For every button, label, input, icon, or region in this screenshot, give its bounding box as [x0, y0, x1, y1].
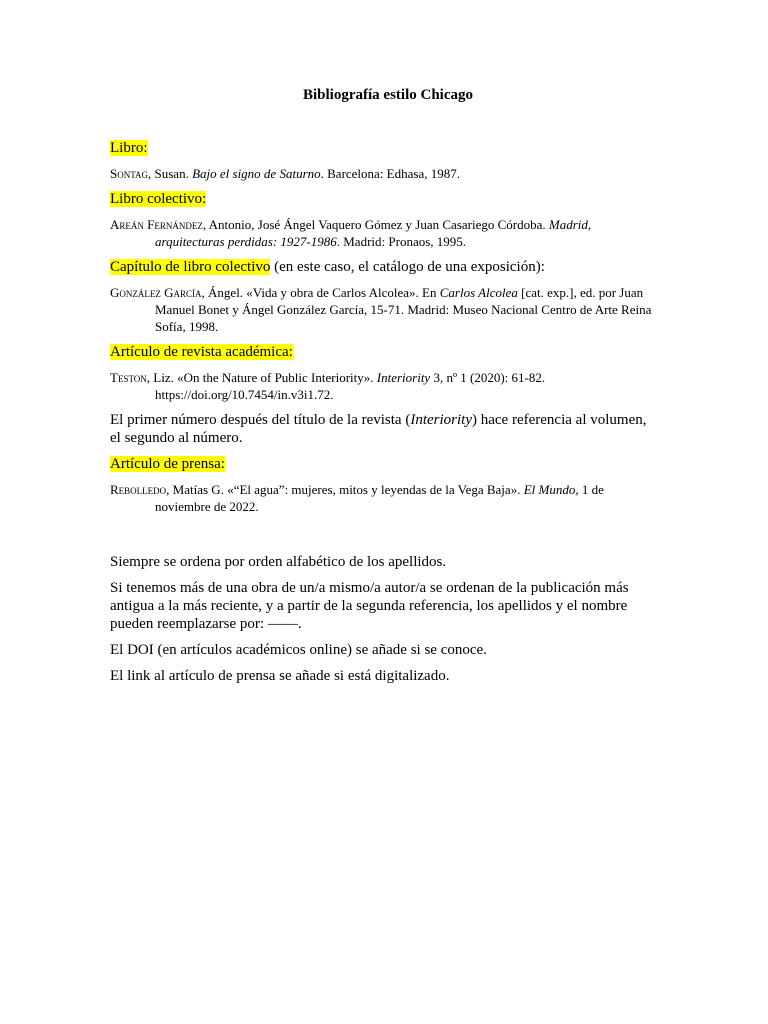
highlighted-heading: Capítulo de libro colectivo	[110, 259, 271, 275]
section-heading-libro	[110, 139, 660, 157]
note-paragraph: El DOI (en artículos académicos online) se añade si se conoce.	[110, 642, 487, 658]
entry-text: , Susan.	[148, 166, 193, 181]
work-title: El Mundo	[523, 482, 576, 497]
author-surname: Rebolledo	[110, 482, 167, 497]
highlighted-heading: Libro colectivo:	[110, 191, 207, 207]
document-page	[110, 86, 660, 693]
spacer	[110, 523, 660, 553]
volume-note: El primer número después del título de la revista (Interiority) hace referencia al volumen, el segundo al número.	[110, 412, 647, 446]
note-paragraph: Siempre se ordena por orden alfabético de los apellidos.	[110, 554, 447, 570]
bibliography-entry-articulo	[110, 369, 660, 403]
highlighted-heading: Artículo de revista académica:	[110, 344, 293, 360]
heading-note: (en este caso, el catálogo de una exposición):	[270, 259, 545, 275]
highlighted-heading: Artículo de prensa:	[110, 456, 225, 472]
entry-text: 3, nº 1 (2020): 61-82. https://doi.org/10.7454/in.v3i1.72.	[155, 370, 546, 402]
entry-text: , 1 de noviembre de 2022.	[155, 482, 604, 514]
entry-text: . Barcelona: Edhasa, 1987.	[320, 166, 460, 181]
entry-text: . Madrid: Pronaos, 1995.	[336, 234, 467, 249]
section-heading-libro-colectivo	[110, 190, 660, 208]
bibliography-entry-libro	[110, 165, 660, 182]
section-heading-capitulo	[110, 258, 660, 276]
author-surname: Areán Fernández	[110, 217, 203, 232]
entry-text: , Antonio, José Ángel Vaquero Gómez y Juan Casariego Córdoba.	[202, 217, 549, 232]
note-paragraph: El link al artículo de prensa se añade si está digitalizado.	[110, 668, 450, 684]
work-title: Interiority	[376, 370, 431, 385]
bibliography-entry-capitulo	[110, 284, 660, 335]
entry-text: , Ángel. «Vida y obra de Carlos Alcolea». En	[201, 285, 440, 300]
bibliography-entry-libro-colectivo	[110, 216, 660, 250]
author-surname: Sontag	[110, 166, 149, 181]
journal-title: Interiority	[410, 412, 472, 428]
bibliography-entry-prensa	[110, 481, 660, 515]
entry-text: , Liz. «On the Nature of Public Interiority».	[146, 370, 377, 385]
entry-text: [cat. exp.], ed. por Juan Manuel Bonet y Ángel González García, 15-71. Madrid: Museo Nacional Centro de Arte Reina Sofía, 1998.	[155, 285, 652, 334]
highlighted-heading: Libro:	[110, 140, 148, 156]
section-heading-articulo	[110, 343, 660, 361]
work-title: Madrid, arquitecturas perdidas: 1927-1986	[155, 217, 592, 249]
entry-text: , Matías G. «“El agua”: mujeres, mitos y leyendas de la Vega Baja».	[166, 482, 524, 497]
work-title: Carlos Alcolea	[439, 285, 518, 300]
note-paragraph: Si tenemos más de una obra de un/a mismo/a autor/a se ordenan de la publicación más antigua a la más reciente, y a partir de la segunda referencia, los apellidos y el nombre pueden reemplazarse por: ——.	[110, 580, 629, 632]
work-title: Bajo el signo de Saturno	[192, 166, 321, 181]
document-title: Bibliografía estilo Chicago	[303, 87, 473, 103]
author-surname: González García	[110, 285, 202, 300]
section-heading-prensa	[110, 455, 660, 473]
author-surname: Teston	[110, 370, 147, 385]
